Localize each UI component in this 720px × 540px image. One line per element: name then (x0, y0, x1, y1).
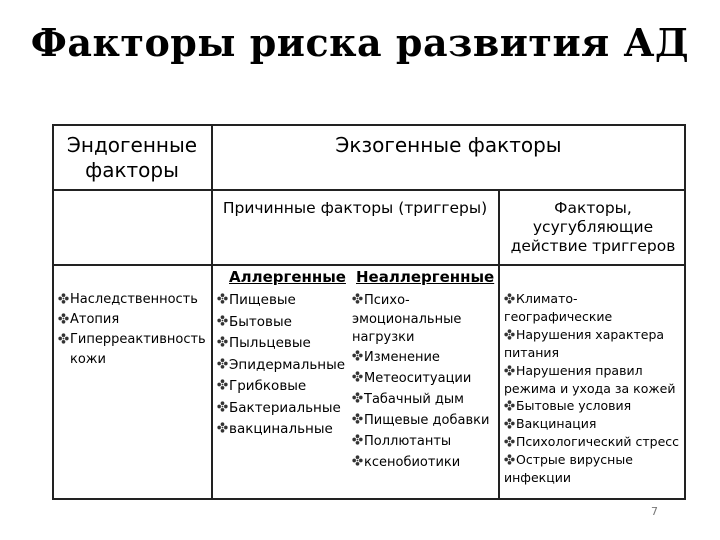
list-item-label: эмоциональные (352, 312, 462, 327)
list-item (504, 362, 686, 380)
list-item-label: Бактериальные (229, 399, 341, 416)
list-item-label: вакцинальные (229, 421, 333, 437)
list-item (352, 347, 498, 368)
list-item (352, 329, 498, 347)
list-item (352, 290, 498, 311)
page-number: 7 (651, 505, 658, 518)
flower-bullet-icon (504, 400, 515, 411)
list-item-label: Пищевые добавки (364, 413, 490, 428)
list-item-label: географические (504, 308, 613, 324)
list-item (352, 431, 498, 452)
aggravating-list (504, 290, 686, 487)
exogenous-header: Экзогенные факторы (335, 133, 562, 157)
list-item-label: Табачный дым (364, 392, 464, 407)
list-item (352, 452, 498, 473)
flower-bullet-icon (352, 371, 363, 382)
flower-bullet-icon (58, 313, 69, 324)
list-item (504, 451, 686, 469)
list-item (504, 469, 686, 487)
list-item-label: режима и ухода за кожей (504, 380, 676, 396)
flower-bullet-icon (217, 293, 228, 304)
list-item (504, 397, 686, 415)
list-item-label: Бытовые условия (516, 398, 632, 414)
flower-bullet-icon (504, 418, 515, 429)
nonallergenic-heading: Неаллергенные (356, 268, 495, 286)
flower-bullet-icon (217, 336, 228, 347)
list-item (58, 290, 210, 310)
list-item-label: Эпидермальные (229, 356, 346, 373)
flower-bullet-icon (58, 293, 69, 304)
list-item-label: Психо- (364, 293, 410, 308)
list-item (504, 433, 686, 451)
list-item (217, 312, 347, 334)
flower-bullet-icon (217, 422, 228, 433)
list-item (504, 380, 686, 398)
list-item-label: кожи (70, 352, 106, 367)
list-item-label: Метеоситуации (364, 371, 472, 386)
slide-title: Факторы риска развития АД (30, 20, 690, 65)
flower-bullet-icon (217, 379, 228, 390)
list-item (217, 290, 347, 312)
list-item (217, 419, 347, 441)
list-item (504, 344, 686, 362)
endogenous-list (58, 290, 210, 370)
list-item (352, 368, 498, 389)
flower-bullet-icon (352, 293, 363, 304)
flower-bullet-icon (352, 413, 363, 424)
list-item (217, 398, 347, 420)
list-item-label: Пыльцевые (229, 335, 311, 351)
flower-bullet-icon (504, 436, 515, 447)
list-item-label: нагрузки (352, 330, 415, 345)
list-item (217, 355, 347, 377)
flower-bullet-icon (217, 358, 228, 369)
flower-bullet-icon (352, 434, 363, 445)
endogenous-header: Эндогенные факторы (66, 133, 198, 182)
list-item-label: Климато- (516, 291, 578, 306)
list-item-label: Грибковые (229, 378, 307, 394)
list-item (352, 389, 498, 410)
list-item-label: Изменение (364, 350, 440, 365)
col-divider-1 (211, 124, 213, 500)
row-divider-1 (52, 189, 686, 191)
list-item-label: Нарушения правил (516, 362, 643, 378)
flower-bullet-icon (58, 333, 69, 344)
list-item-label: Поллютанты (364, 434, 452, 449)
flower-bullet-icon (504, 454, 515, 465)
flower-bullet-icon (217, 401, 228, 412)
list-item-label: инфекции (504, 470, 571, 486)
list-item-label: Атопия (70, 312, 120, 327)
list-item-label: Гиперреактивность (70, 332, 206, 347)
aggravating-header: Факторы, усугубляющие действие триггеров (510, 199, 676, 255)
causal-header: Причинные факторы (триггеры) (222, 199, 488, 217)
flower-bullet-icon (352, 392, 363, 403)
list-item-label: Острые вирусные (516, 452, 633, 468)
list-item-label: ксенобиотики (364, 455, 461, 470)
list-item-label: Психологический стресс (516, 434, 680, 450)
nonallergenic-list (352, 290, 498, 473)
allergenic-heading: Аллергенные (229, 268, 346, 286)
list-item-label: питания (504, 344, 560, 360)
flower-bullet-icon (504, 365, 515, 376)
list-item-label: Наследственность (70, 292, 198, 307)
list-item (504, 308, 686, 326)
list-item (504, 290, 686, 308)
list-item (504, 415, 686, 433)
flower-bullet-icon (352, 350, 363, 361)
list-item (352, 410, 498, 431)
list-item (217, 376, 347, 398)
list-item-label: Вакцинация (516, 416, 597, 432)
list-item-label: Бытовые (229, 313, 292, 330)
col-divider-2 (498, 190, 500, 500)
flower-bullet-icon (504, 293, 515, 304)
flower-bullet-icon (217, 315, 228, 326)
list-item (504, 326, 686, 344)
allergenic-list (217, 290, 347, 441)
flower-bullet-icon (504, 329, 515, 340)
list-item (58, 310, 210, 330)
row-divider-2 (52, 264, 686, 266)
list-item (58, 330, 210, 350)
list-item (352, 311, 498, 329)
flower-bullet-icon (352, 455, 363, 466)
list-item (217, 333, 347, 355)
list-item (58, 350, 210, 370)
list-item-label: Нарушения характера (516, 326, 665, 342)
list-item-label: Пищевые (229, 292, 296, 308)
